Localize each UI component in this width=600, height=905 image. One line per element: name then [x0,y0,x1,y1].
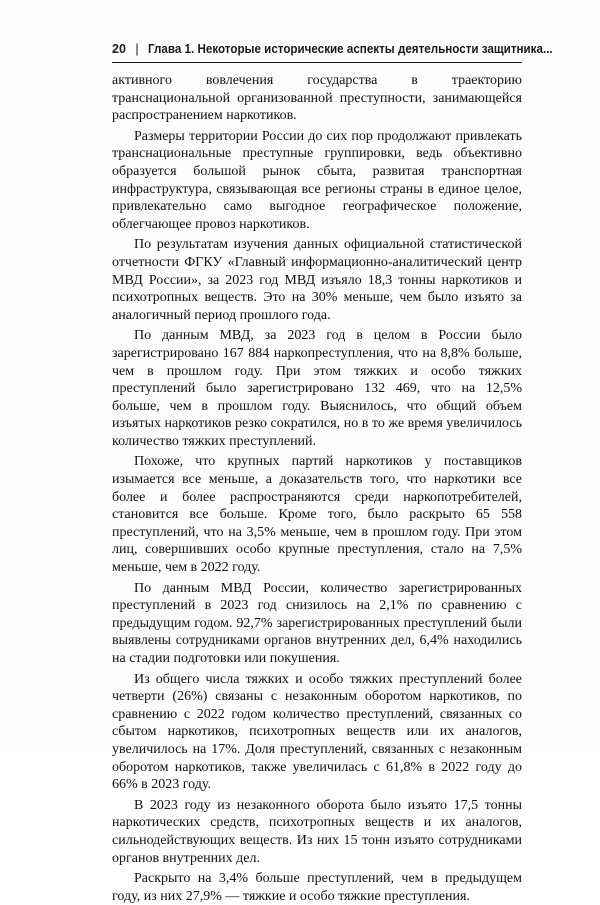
chapter-title: Глава 1. Некоторые исторические аспекты деятельности защитника... [148,42,553,56]
paragraph: Похоже, что крупных партий наркотиков у поставщиков изымается все меньше, а доказательств того, что наркотики все более и более распространяются среди наркопотребителей, становится все больше. Кроме того, было раскрыто 65 558 преступлений, что на 3,5% меньше, чем в прошлом году. При этом лиц, совершивших особо крупные преступления, стало на 7,5% меньше, чем в 2022 году. [112,454,522,576]
paragraph: активного вовлечения государства в траекторию транснациональной организованной преступности, занимающейся распространением наркотиков. [112,73,522,124]
paragraph: Размеры территории России до сих пор продолжают привлекать транснациональные преступные группировки, ведь объективно образуется большой рынок сбыта, развитая транспортная инфраструктура, связывающая все регионы страны в единое целое, привлекательно само выгодное географическое положение, облегчающее провоз наркотиков. [112,128,522,232]
paragraph: Раскрыто на 3,4% больше преступлений, чем в предыдущем году, из них 27,9% — тяжкие и особо тяжкие преступления. [112,871,522,904]
paragraph: Из общего числа тяжких и особо тяжких преступлений более четверти (26%) связаны с незаконным оборотом наркотиков, по сравнению с 2022 годом количество преступлений, связанных со сбытом наркотиков, психотропных веществ или их аналогов, увеличилось на 17%. Доля преступлений, связанных с незаконным оборотом наркотиков, также увеличилась с 61,8% в 2022 году до 66% в 2023 году. [112,671,522,793]
paragraph: По результатам изучения данных официальной статистической отчетности ФГКУ «Главный информационно-аналитический центр МВД России», за 2023 год МВД изъяло 18,3 тонны наркотиков и психотропных веществ. Это на 30% меньше, чем было изъято за аналогичный период прошлого года. [112,237,522,323]
header-separator: | [135,42,139,56]
paragraph: В 2023 году из незаконного оборота было изъято 17,5 тонны наркотических средств, психотропных веществ и их аналогов, сильнодействующих веществ. Из них 15 тонн изъято сотрудниками органов внутренних дел. [112,797,522,866]
body-text [112,72,522,905]
paragraph: По данным МВД России, количество зарегистрированных преступлений в 2023 год снизилось на 2,1% по сравнению с предыдущим годом. 92,7% зарегистрированных преступлений были выявлены сотрудниками органов внутренних дел, 6,4% находились на стадии подготовки или покушения. [112,580,522,666]
paragraph: По данным МВД, за 2023 год в целом в России было зарегистрировано 167 884 наркопреступления, что на 8,8% больше, чем в прошлом году. При этом тяжких и особо тяжких преступлений было зарегистрировано 132 469, что на 12,5% больше, чем в прошлом году. Выяснилось, что общий объем изъятых наркотиков резко сократился, но в то же время увеличилось количество тяжких преступлений. [112,328,522,449]
running-header [112,36,553,63]
page-number: 20 [112,42,126,56]
